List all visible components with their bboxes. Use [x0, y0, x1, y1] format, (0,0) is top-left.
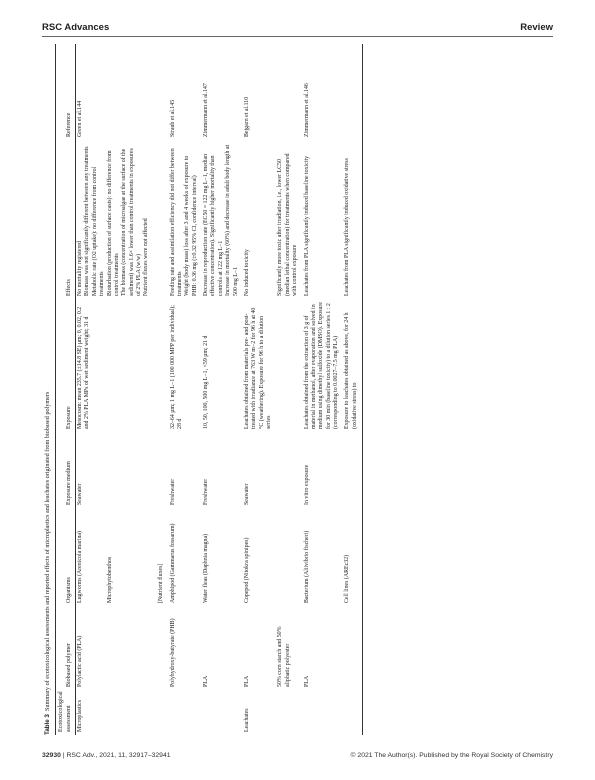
cell-effects-line: Nutrient fluxes were not affected	[143, 218, 150, 296]
cell-medium	[343, 432, 362, 508]
cell-reference: Zimmermann et al.146	[303, 83, 310, 137]
cell-effects-line: Metabolic rate (O2 uptake): no difference from control treatments	[91, 166, 106, 296]
cell-organisms-line	[277, 511, 284, 603]
cell-assessment	[343, 690, 362, 735]
cell-effects-line: Biomass was not significantly different between any treatments	[84, 146, 91, 296]
table-row	[343, 44, 362, 735]
cell-organisms-line	[121, 511, 128, 603]
cell-assessment: Microplastics	[77, 699, 83, 732]
cell-medium: In vitro exposure	[303, 464, 310, 505]
cell-medium: Seawater	[77, 483, 83, 505]
cell-organisms-line	[92, 511, 99, 603]
cell-organisms	[343, 508, 362, 606]
cell-polymer: PLA	[303, 675, 310, 687]
table-caption-text: Summary of ecotoxicological assessments and reported effects of microplastics and leachates originated from biobased polymers	[44, 391, 51, 712]
table-row	[243, 44, 277, 735]
cell-effects-line: The biomass (concentration of microalgae at the surface of the sediment) was 1.6× lower than control treatments in exposures of 2% PLA (w/w)	[121, 148, 142, 296]
cell-effects-line: Increase in mortality (60%) and decrease in adult body length at 500 mg L−1	[225, 144, 239, 296]
section-label: Review	[520, 22, 553, 33]
cell-effects	[303, 140, 344, 299]
cell-effects-line: Feeding rate and assimilation efficiency did not differ between treatments	[169, 148, 183, 296]
cell-exposure: Exposure to leachates obtained as above, for 24 h (oxidative stress) to	[343, 299, 362, 432]
cell-effects-line: Leachates from PLA significantly induced baseline toxicity	[303, 155, 310, 296]
table-row	[303, 44, 344, 735]
cell-assessment	[202, 690, 243, 735]
cell-effects-line: Weight (body mass) loss after 3 and 4 weeks of exposure to PHB: 0.36 mg (±0.32 95% CI, confidence interval)	[184, 155, 198, 296]
cell-exposure: Mesocosm: mean 235.7 (±14.8 SE) μm; 0, 0.02, 0.2 and 2% PLA MPs of wet sediment weight; 31 d	[77, 306, 91, 429]
cell-effects-line: Leachates from PLA significantly induced oxidative stress	[344, 158, 351, 296]
cell-organisms	[276, 508, 302, 606]
cell-effects	[243, 140, 277, 299]
header-rule	[42, 36, 553, 37]
ecotox-table	[55, 44, 363, 735]
cell-medium: Freshwater	[169, 478, 176, 505]
cell-organisms-line: Lugworms (Arenicola marina)	[77, 531, 83, 603]
table-body	[76, 44, 363, 735]
table-label: Table 3	[44, 714, 51, 735]
cell-polymer: Polyhydroxy-butyrate (PHB)	[169, 618, 176, 687]
cell-organisms-line	[84, 511, 91, 603]
cell-exposure	[276, 299, 302, 432]
cell-polymer: PLA	[203, 675, 209, 687]
cell-organisms	[303, 508, 344, 606]
cell-assessment	[276, 690, 302, 735]
col-header-polymer: Biobased polymer	[56, 606, 76, 690]
footer-citation: 32930 | RSC Adv., 2021, 11, 32917–32941	[42, 752, 171, 759]
cell-organisms-line: Water fleas (Daphnia magna)	[203, 533, 209, 603]
cell-organisms	[202, 508, 243, 606]
cell-organisms-line	[136, 511, 143, 603]
cell-assessment	[169, 690, 203, 735]
cell-effects-line: Decrease in reproduction rate (EC50 = 122 mg L−1, median effective concentration). Significantly higher mortality than controls at 122 mg L−1	[203, 153, 224, 296]
table-header-row	[56, 44, 76, 735]
cell-exposure: 10, 50, 100, 500 mg L−1, <59 μm; 21 d	[203, 335, 209, 429]
cell-organisms	[243, 508, 277, 606]
cell-polymer	[343, 606, 362, 690]
copyright-notice: © 2021 The Author(s). Published by the Royal Society of Chemistry	[350, 752, 553, 759]
cell-reference	[343, 44, 362, 140]
cell-organisms-line: Amphipod (Gammarus fossarum)	[169, 523, 176, 603]
cell-effects	[76, 140, 169, 299]
table-row	[169, 44, 203, 735]
cell-organisms	[169, 508, 203, 606]
cell-exposure: 32–64 μm; 1 mg L−1 (100 000 MPP per individual); 28 d	[169, 305, 183, 429]
col-header-exposure: Exposure	[56, 299, 76, 432]
cell-medium	[276, 432, 302, 508]
cell-effects-line: Significantly more toxic after irradiation, i.e., lower LC50 (median lethal concentration) for treatments when compared with control exposure	[277, 153, 299, 296]
cell-effects-line: No induced toxicity	[243, 249, 250, 296]
table-row	[202, 44, 243, 735]
cell-organisms-line	[143, 511, 150, 603]
journal-citation: RSC Adv., 2021, 11, 32917–32941	[66, 752, 171, 759]
cell-organisms-line	[114, 511, 121, 603]
cell-effects	[343, 140, 362, 299]
table-row	[276, 44, 302, 735]
cell-assessment: Leachates	[243, 708, 250, 732]
cell-medium: Seawater	[243, 483, 250, 505]
table-caption	[42, 392, 54, 735]
cell-exposure: Leachates obtained from the extraction of 3 g of material in methanol, after evaporation and solved in medium using dimethyl sulfoxide (DMSO). Exposure for 30 min (baseline toxicity) to a dilution series 1 : 2 (corresponding to 0.0027–7.5 mg PLA)	[303, 302, 339, 429]
cell-organisms-line: Microphytobenthos	[106, 556, 113, 603]
table-row	[76, 44, 169, 735]
cell-effects	[169, 140, 203, 299]
cell-effects	[202, 140, 243, 299]
cell-medium: Freshwater	[203, 478, 209, 505]
col-header-effects: Effects	[56, 140, 76, 299]
cell-organisms-line	[129, 511, 136, 603]
cell-effects-line: No mortality registered	[77, 241, 83, 296]
col-header-organisms: Organisms	[56, 508, 76, 606]
col-header-assessment: Ecotoxicological assessment	[56, 690, 76, 735]
cell-organisms-line: Bacterium (Aliivibrio fischeri)	[303, 530, 310, 603]
cell-reference: Zimmermann et al.147	[203, 83, 209, 137]
cell-organisms	[76, 508, 169, 606]
col-header-medium: Exposure medium	[56, 432, 76, 508]
journal-name: RSC Advances	[42, 22, 110, 33]
col-header-reference: Reference	[56, 44, 76, 140]
cell-reference	[276, 44, 302, 140]
cell-effects	[276, 140, 302, 299]
cell-assessment	[303, 690, 344, 735]
rotated-table-block	[42, 44, 553, 735]
cell-organisms-line	[99, 511, 106, 603]
cell-organisms-line: Copepod (Nitokra spinipes)	[243, 537, 250, 603]
cell-polymer: Polylactic acid (PLA)	[77, 635, 83, 687]
cell-organisms-line: [Nutrient fluxes]	[158, 563, 165, 603]
cell-reference: Bejgarn et al.110	[243, 96, 250, 137]
cell-exposure: Leachates obtained from materials pre- and post-treated with irradiance at 763 W m−2 for 96 h at 40 °C (weathering). Exposure for 96 h to a dilution series	[243, 307, 272, 429]
cell-reference: Green et al.144	[77, 100, 83, 137]
cell-polymer: PLA	[243, 675, 250, 687]
cell-organisms-line: Cell lines (AREc32)	[344, 554, 351, 603]
cell-reference: Straub et al.145	[169, 99, 176, 137]
cell-effects-line: Bioturbation (production of surface casts): no difference from control treatments	[106, 150, 120, 296]
page-number: 32930	[42, 752, 61, 759]
cell-polymer: 50% corn starch and 50% aliphatic polyester	[277, 626, 291, 687]
